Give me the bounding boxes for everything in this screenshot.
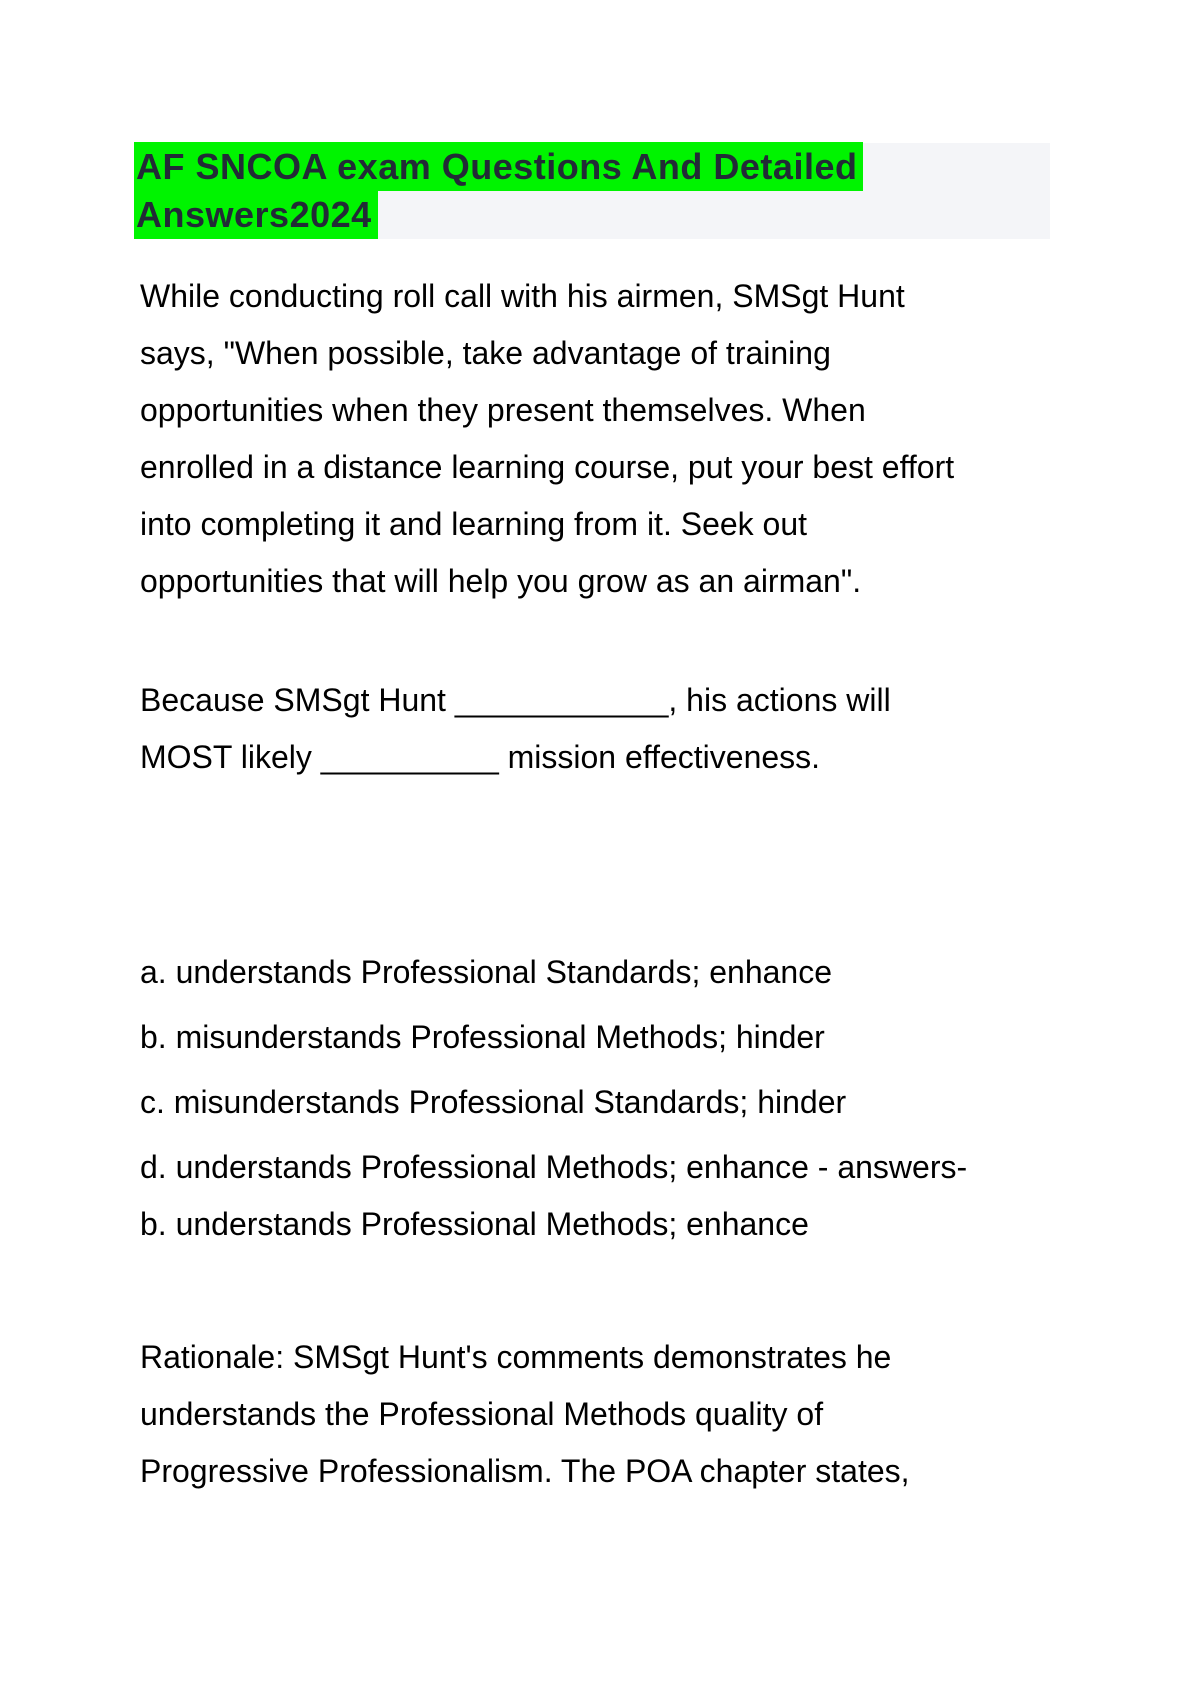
answer-option-b: b. misunderstands Professional Methods; hinder xyxy=(140,1019,825,1055)
page-title xyxy=(134,143,1050,239)
question-scenario-paragraph: While conducting roll call with his airmen, SMSgt Hunt says, "When possible, take advantage of training opportunities when they present themselves. When enrolled in a distance learning course, put your best effort into completing it and learning from it. Seek out opportunities that will help you grow as an airman". xyxy=(140,278,955,599)
answer-option-a: a. understands Professional Standards; enhance xyxy=(140,954,833,990)
answer-option-d-with-answer: d. understands Professional Methods; enhance - answers-b. understands Professional Methods; enhance xyxy=(140,1149,968,1242)
answer-option-c: c. misunderstands Professional Standards; hinder xyxy=(140,1084,847,1120)
title-band xyxy=(134,143,1050,239)
title-highlight: AF SNCOA exam Questions And Detailed Answers2024 xyxy=(134,142,863,239)
rationale-paragraph: Rationale: SMSgt Hunt's comments demonstrates he understands the Professional Methods quality of Progressive Professionalism. The POA chapter states, xyxy=(140,1339,910,1489)
question-stem-paragraph: Because SMSgt Hunt ____________, his actions will MOST likely __________ mission effectiveness. xyxy=(140,682,891,775)
answer-options-list xyxy=(140,944,978,1253)
question-block xyxy=(140,268,978,1500)
